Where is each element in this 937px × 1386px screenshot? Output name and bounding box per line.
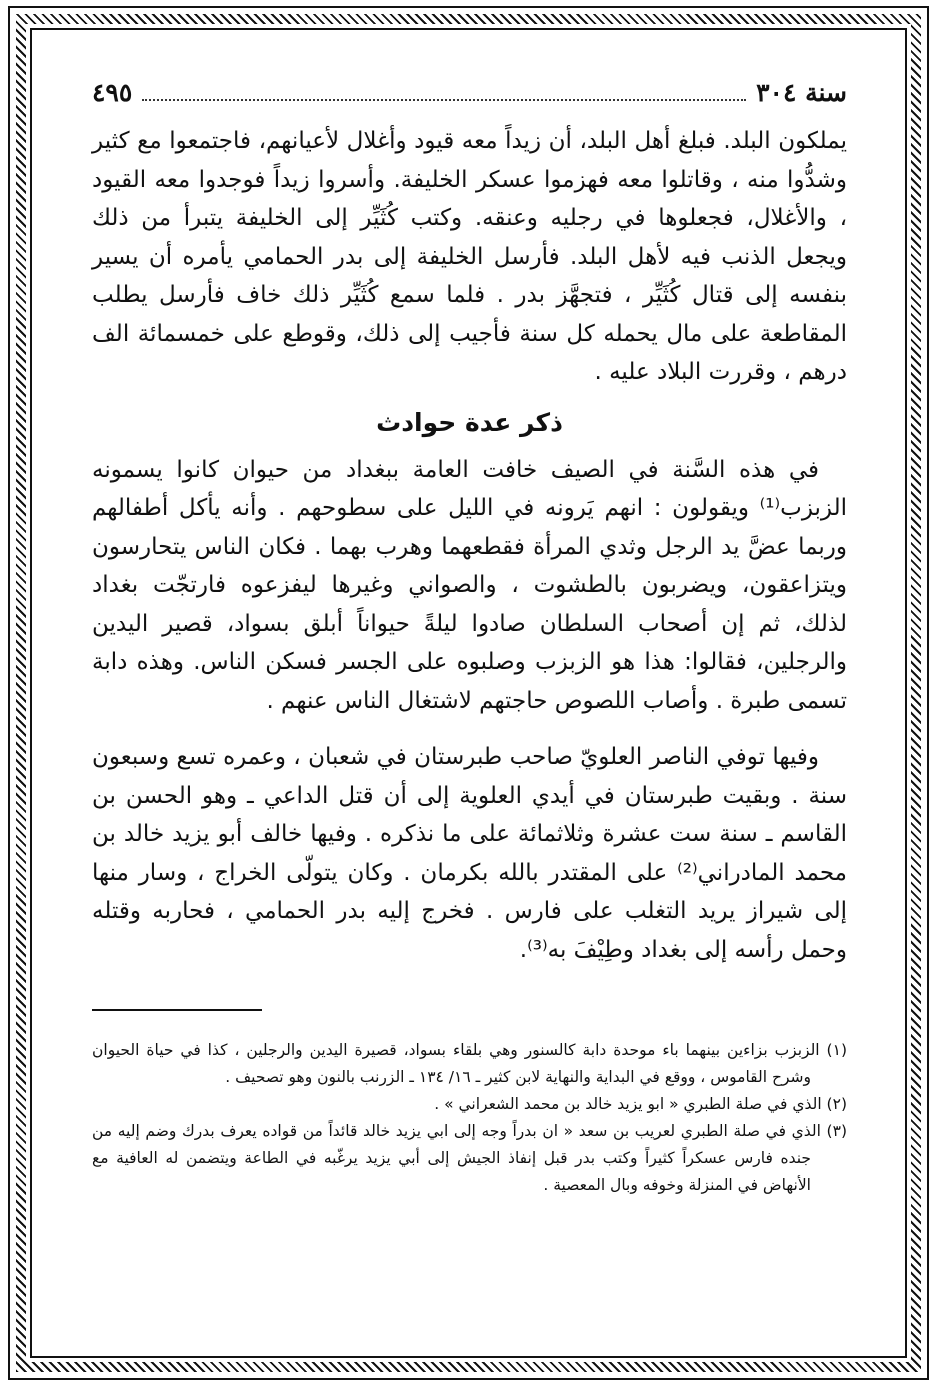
footnote-2: (٢) الذي في صلة الطبري « ابو يزيد خالد بن محمد الشعراني » .	[434, 1095, 847, 1113]
paragraph-1: يملكون البلد. فبلغ أهل البلد، أن زيداً معه قيود وأغلال لأعيانهم، فاجتمعوا مع كثير وشدُّوا منه ، وقاتلوا معه فهزموا عسكر الخليفة. وأسروا زيداً فوجدوا معه القيود ، والأغلال، فجعلوها في رجليه وعنقه. وكتب كُثَيِّر إلى الخليفة يتبرأ من ذلك ويجعل الذنب فيه لأهل البلد. فأرسل الخليفة إلى بدر الحمامي يأمره أن يسير بنفسه إلى قتال كُثَيِّر ، فتجهَّز بدر . فلما سمع كُثَيِّر ذلك خاف فأرسل يطلب المقاطعة على مال يحمله كل سنة فأجيب إلى ذلك، وقوطع على خمسمائة الف درهم ، وقررت البلاد عليه .	[92, 128, 847, 385]
paragraph-2: في هذه السَّنة في الصيف خافت العامة ببغداد من حيوان كانوا يسمونه الزبزب⁽¹⁾ ويقولون : انهم يَرونه في الليل على سطوحهم . وأنه يأكل أطفالهم وربما عضَّ يد الرجل وثدي المرأة فقطعهما وهرب بهما . فكان الناس يتحارسون ويتزاعقون، ويضربون بالطشوت ، والصواني وغيرها ليفزعوه فارتجّت بغداد لذلك، ثم إن أصحاب السلطان صادوا ليلةً حيواناً أبلق بسواد، قصير اليدين والرجلين، فقالوا: هذا هو الزبزب وصلبوه على الجسر فسكن الناس. وهذه دابة تسمى طبرة . وأصاب اللصوص حاجتهم لاشتغال الناس عنهم .	[92, 456, 847, 714]
book-page	[92, 78, 847, 1199]
footnote-separator	[92, 1009, 262, 1011]
paragraph-3: وفيها توفي الناصر العلويّ صاحب طبرستان في شعبان ، وعمره تسع وسبعون سنة . وبقيت طبرستان في أيدي العلوية إلى أن قتل الداعي ـ وهو الحسن بن القاسم ـ سنة ست عشرة وثلاثمائة على ما نذكره . وفيها خالف أبو يزيد خالد بن محمد المادراني⁽²⁾ على المقتدر بالله بكرمان . وكان يتولّى الخراج ، وسار منها إلى شيراز يريد التغلب على فارس . فخرج إليه بدر الحمامي ، فحاربه وقتله وحمل رأسه إلى بغداد وطِيْفَ به⁽³⁾.	[92, 744, 847, 963]
footnotes	[92, 1037, 847, 1199]
header-year: سنة ٣٠٤	[756, 78, 847, 107]
footnote-1: (١) الزبزب بزاءين بينهما باء موحدة دابة كالسنور وهي بلقاء بسواد، قصيرة اليدين والرجلين ، كذا في حياة الحيوان وشرح القاموس ، ووقع في البداية والنهاية لابن كثير ـ ١٦/ ١٣٤ ـ الزرنب بالنون وهو تصحيف .	[92, 1041, 847, 1086]
running-header	[92, 78, 847, 122]
footnote-3: (٣) الذي في صلة الطبري لعريب بن سعد « ان بدراً وجه إلى ابي يزيد خالد قائداً من قواده يعرف بدرك وضم إليه من جنده فارس عسكراً كثيراً وكتب بدر قبل إنفاذ الجيش إلى أبي يزيد يرغّبه في الطاعة ويتضمن له العافية مع الأنهاض في المنزلة وخوفه وبال المعصية .	[92, 1122, 847, 1194]
page-number: ٤٩٥	[92, 78, 133, 107]
section-heading: ذكر عدة حوادث	[376, 407, 563, 437]
header-dot-leader	[142, 81, 746, 101]
